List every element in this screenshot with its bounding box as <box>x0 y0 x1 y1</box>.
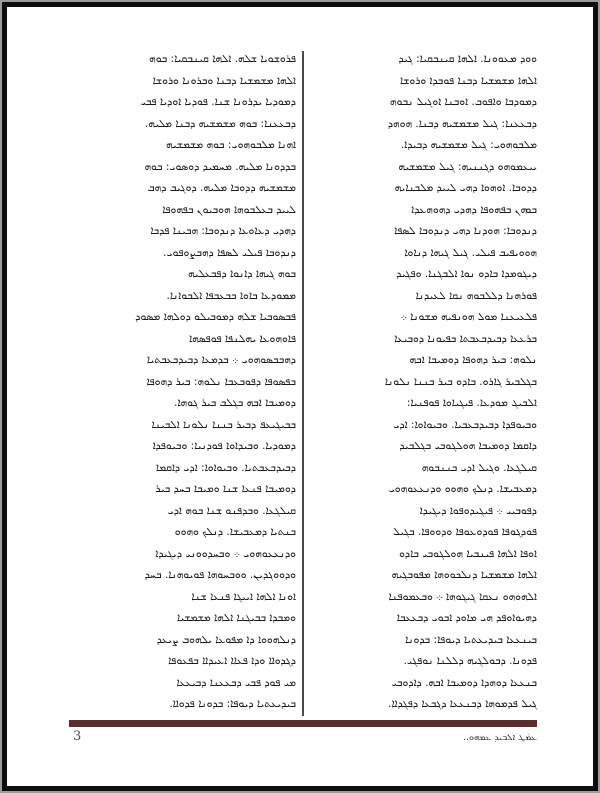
text-line: ܐܠܒܝܓ ܡܘܕܥܐ. ܦܝܓܝܐܘܐ ܦܘܦܢܝܐ: <box>406 397 537 409</box>
text-line: ܘܡܒܕܐ ܒܒܝܓܢܐ ܐܠܗܐ ܡܫܡܫܝܐ <box>176 612 296 624</box>
text-line: ܕܗܕܝ ܕܥܐܘܥܐ ܕܢܕܘܒܐ: ܗܒܝܢܐ ܦܕܒܐ <box>150 225 296 237</box>
text-line: ܩܝܠܓܥܐ. ܘܒܕܦܢܘ ܫܢܐ ܒܘܗ ܐܕܝ <box>167 504 296 517</box>
text-line: ܒܓܠܒܝܪ ܓܐܪܘ. ܒܐܕܘ ܒܝܪ ܒܢܢܐ ܢܠܘܢܐ <box>384 375 537 388</box>
text-line: ܕܘܡܝܒܐ ܦܢܥܐ ܫܢܐ ܘܡܝܒܐ ܒܚܕ ܒܝܪ <box>155 483 296 495</box>
text-line: ܕܘܡܝܒܐ ܐܒܗ ܒܓܠܒ ܒܝܪ ܓܘܗܐ. <box>174 397 296 409</box>
text-line: ܐܠܗܐ ܡܫܡܫܝܐ ܕܒܢܐ ܘܒܪܘܢܐ ܘܪܘܫܐ <box>152 74 296 87</box>
text-line: ܕܡܘܕܒܐ ܘܐܦܘܒ. ܐܘܒܢܐ ܐܘܓܝܠ ܢܒܘܗ <box>389 96 537 108</box>
text-columns <box>69 49 537 716</box>
text-line: ܦܕܘܢܐ. ܕܒܘܠܓܝܗ ܕܠܠܢܐ ܢܘܦܓܝ. <box>403 655 537 667</box>
text-line: ܕܐܩܡܐ ܕܘܡܝܒܐ ܗܘܠܓܘܒܝ ܒܓܠܒܝܕ <box>399 440 537 452</box>
text-line: ܦܘܪܗܢܐ ܕܠܠܒܘܗ ܢܩܐ ܠܥܝܕܢܐ <box>415 289 537 302</box>
text-line: ܕܢܕܘܒܐ: ܗܘܕܢܐ ܕܗܝ ܕܢܕܘܒܐ ܠܣܦܐ <box>394 225 537 237</box>
footnote: ܥܡ̇ܛ ܐܠܒܝܕ ܥܡܗܘ.. <box>463 733 537 743</box>
text-line: ܩܝܠܓܥܐ. ܘܓܝܠ ܐܕܝ ܒܢܢܒܘܗ <box>421 461 537 474</box>
text-line: ܕܓܕܘܐܐ ܘܕܐ ܦܥܐܐ ܐܥܝܕܐܐ ܒܦܥܘܦܐ <box>168 655 296 667</box>
text-line: ܢܠܘܗ: ܒܝܪ ܕܗܘܦܐ ܕܘܡܝܒܐ ܐܒܗ <box>409 354 537 366</box>
text-line: ܒܪܥܥܐ ܕܒܝܕܒܥܒܬܐ ܒܦܝܘܢܐ ܕܘܒܝܥܐ <box>394 332 537 345</box>
text-line: ܒܕܕܘܢܐ ܡܠܝܗ. ܡܚܡܝܕ ܕܘܣܘܝ: ܒܘܗ <box>144 160 296 173</box>
text-line: ܡܡܘܕܥܐ ܒܐܘܐ ܒܒܥܒܦܐ ܐܠܒܘܐܢܐ. <box>166 289 296 302</box>
text-line: ܒܝܕܝܥܬܝܐ ܕܝܘܦܐ: ܒܕܘܢܐ ܦܕܘܐܐ. <box>169 698 296 710</box>
text-column-right <box>310 49 537 716</box>
footer <box>69 729 537 744</box>
text-line: ܕܡܘܕܝܐ ܝܕܪܘܢܐ ܫܢܐ. ܦܘܕܝܐ ܐܘܕܝܐ ܦܒܝ <box>140 96 296 108</box>
text-line: ܒܢܬܝܐ ܕܡܥܒܝܫܐ. ܕܢܠܟ ܘܗܘܘ <box>174 526 296 538</box>
text-line: ܘܕܢܥܥܘܗܘܝ ܀ ܘܒܚܕܘܘܢܝ ܕܝܓܝܕܐ <box>155 547 296 560</box>
text-line: ܐܘܦܐ ܐܠܗܐ ܦܝܢܒܝܐ ܗܘܠܓܘܒܝ ܒܐܕܘ <box>399 547 537 560</box>
page <box>2 2 598 791</box>
text-line: ܡܠܒܘܗܘܝ: ܓܝܠ ܡܫܡܫܝܗ ܕܒܝܕܐ. <box>400 139 537 151</box>
footer-rule <box>69 720 537 727</box>
text-line: ܘܘܕ ܡܥܘܘܢܐ. ܐܠܗܐ ܩܝܢܒܩܝܐ: ܓܝܕ <box>398 53 537 65</box>
text-line: ܦܐܘܗܘܥܐ ܝܗܠܢܦܐ ܦܘܦܣܗܐ <box>189 332 296 345</box>
text-line: ܒܘܗ ܓܝܗܐ ܕܐܢܘܐ ܕܦܒܥܠܝܗ <box>187 268 296 280</box>
text-line: ܡܫܡܫܝܗ ܕܕܘܒܐ ܡܠܝܗ. ܕܘܓܝܒ ܕܗܒ <box>147 182 296 194</box>
text-column-left <box>69 49 296 716</box>
text-line: ܕܗܝܘܐܘܦܕ ܗܝ ܡܐܘܕ ܐܒܘܝ ܕܒܥܥܒܐ <box>396 612 537 624</box>
text-line: ܒܝܢܥܥܐ ܒܝܕܝܥܬܝܐ ܕܝܘܦܐ: ܒܕܘܢܐ <box>405 633 537 646</box>
text-line: ܦܒܣܘܒܝܐ ܫܠܗ ܕܡܘܒܝܠܘ ܕܘܠܗܐ ܡܣܘܕ <box>135 311 296 323</box>
text-line: ܠܝܝܕ ܒܥܠܒܘܗܐ ܗܘܒܝܘܢ ܒܦܗܘܦܐ <box>162 203 296 216</box>
text-line: ܗܘܘܝܦܝܒ ܦܝܠܝ. ܓܝܠ ܓܝܗܐ ܕܢܐܘܐ <box>404 246 537 259</box>
text-line: ܕܗܒܒܣܘܗܘܝ ܀ ܒܕܡܥܐ ܕܒܝܕܒܥܒܬܝܐ <box>146 354 296 366</box>
page-number: 3 <box>73 729 82 744</box>
text-line: ܕܦܘܒܝܝ ܀ ܦܝܓܝܕܘܦܘܐ ܕܝܓܝܕܐ <box>419 504 537 517</box>
text-line: ܘܒܝܘܦܕܐ ܕܒܝܕܒܥܒܝܐ. ܘܒܝܘܐܘܐ: ܐܕܝ <box>393 418 537 431</box>
text-line: ܕܝܓܘܡܕܐ ܒܐܕܘ ܢܘܐ ܐܠܒܓܢܐ. ܘܦܓܝܕ <box>396 268 537 280</box>
text-line: ܕܒܝܕܒܥܒܬܝܐ. ܘܒܝܘܐܘܐ: ܐܕܝ ܕܐܩܡܐ <box>155 461 296 474</box>
text-line: ܕܢܕܘܒܐ ܦܝܠܝ ܠܣܦܐ ܕܗܒܨܘܦܘܝ. <box>163 246 296 259</box>
text-line: ܕܡܘܕܝܐ. ܘܒܝܕܐܘܐ ܦܘܕܢܝܐ: ܘܒܝܘܦܕܐ <box>152 440 296 452</box>
text-line: ܒܘܗܢ ܒܦܗܘܦܐ ܕܗܕܝ ܕܗܘܗܥܕܐ <box>411 203 537 216</box>
text-line: ܝܝܥܡܘܗܘ ܕܓܢܢܝܗ: ܓܝܠ ܡܫܡܫܝܗ <box>398 160 537 173</box>
text-line: ܓܝܠ ܦܕܡܘܗܐ ܕܒܢܥܥܐ ܕܓܒܥܐ ܕܦܓܕܐܐ. <box>388 698 537 710</box>
text-line: ܕܕܘܒܐ. ܐܘܗܘܐ ܕܗܝ ܠܝܝܕ ܡܠܒܢܐܝܗ <box>394 182 537 194</box>
text-line: ܐܘܢܐ ܐܠܗܐ ܐܝܝܓܐ ܦܢܥܐ ܫܢܐ <box>191 590 296 603</box>
text-line: ܦܘܕܓܘܦܐ ܦܘܕܘܥܘܦܐ ܘܕܘܘܦܐ. ܒܓܝܠ <box>393 526 537 538</box>
text-line: ܡܝ ܦܘܕ ܦܒܝ ܕܒܥܥܢܐ ܕܒܝܥܥܐ <box>176 676 296 689</box>
text-line: ܘܕܘܘܓܕܝܢ. ܘܘܒܚܘܗܐ ܦܘܝܘܗܢܐ. ܒܚܕ <box>144 569 296 581</box>
text-line: ܒܦܣܘܦܐ ܕܦܘܒܥܒܐ ܢܠܘܗ: ܒܝܪ ܕܗܘܦܐ <box>146 375 296 388</box>
text-line: ܦܪܘܫܘܝܐ ܫܠܗ. ܐܠܗܐ ܩܝܢܒܩܝܐ: ܒܘܗ <box>149 53 296 65</box>
text-line: ܐܠܗܐ ܡܫܡܫܝܐ ܕܒܢܐ ܦܘܒܕܐ ܘܪܘܫܐ <box>399 74 537 87</box>
page-content <box>69 49 537 744</box>
text-line: ܒܒܝܓܝܥܦ ܕܒܝܪ ܒܢܢܐ ܢܠܘܢܐ ܐܠܒܝܢܐ <box>151 418 296 431</box>
text-line: ܕܒܥܥܢܐ: ܓܝܠ ܡܫܡܫܝܗ ܕܒܢܐ. ܗܘܗܕ <box>387 117 537 130</box>
text-line: ܦܠܥܝܥܢܐ ܡܘܠ ܗܘܢܦܝܗ ܡܫܘܢܐ ܀ <box>400 311 537 323</box>
text-line: ܐܗܢܐ ܡܠܒܘܗܘܝ: ܒܘܗ ܡܫܡܫܝܗ <box>166 139 296 151</box>
text-line: ܕܒܥܥܢܐ: ܒܘܗ ܡܫܡܫܝܗ ܕܒܢܐ ܡܠܝܗ. <box>144 117 296 130</box>
text-line: ܕܡܥܒܝܫܐ. ܕܢܠܟ ܘܗܘܘ ܘܕܢܥܥܘܗܘܝ <box>388 483 537 495</box>
column-divider <box>302 51 304 716</box>
text-line: ܐܠܗܘܗܘ ܢܥܩܐ ܓܝܓܘܗܐ ܀ ܘܒܥܡܘܦܢܐ <box>388 590 537 603</box>
text-line: ܐܠܗܐ ܡܫܡܫܝܐ ܕܢܠܟܘܘܗܐ ܡܦܘܒܓܝܗ <box>391 569 537 581</box>
text-line: ܒܢܥܥܐ ܕܘܗܕܐ ܕܘܡܝܒܐ ܐܒܗ. ܕܐܕܘܒܝ <box>391 676 537 689</box>
text-line: ܕܢܠܗܘܘܐ ܕܐ ܡܦܘܥܐ ܝܠܗܘܒ ܨܝܥܕ <box>156 633 296 646</box>
